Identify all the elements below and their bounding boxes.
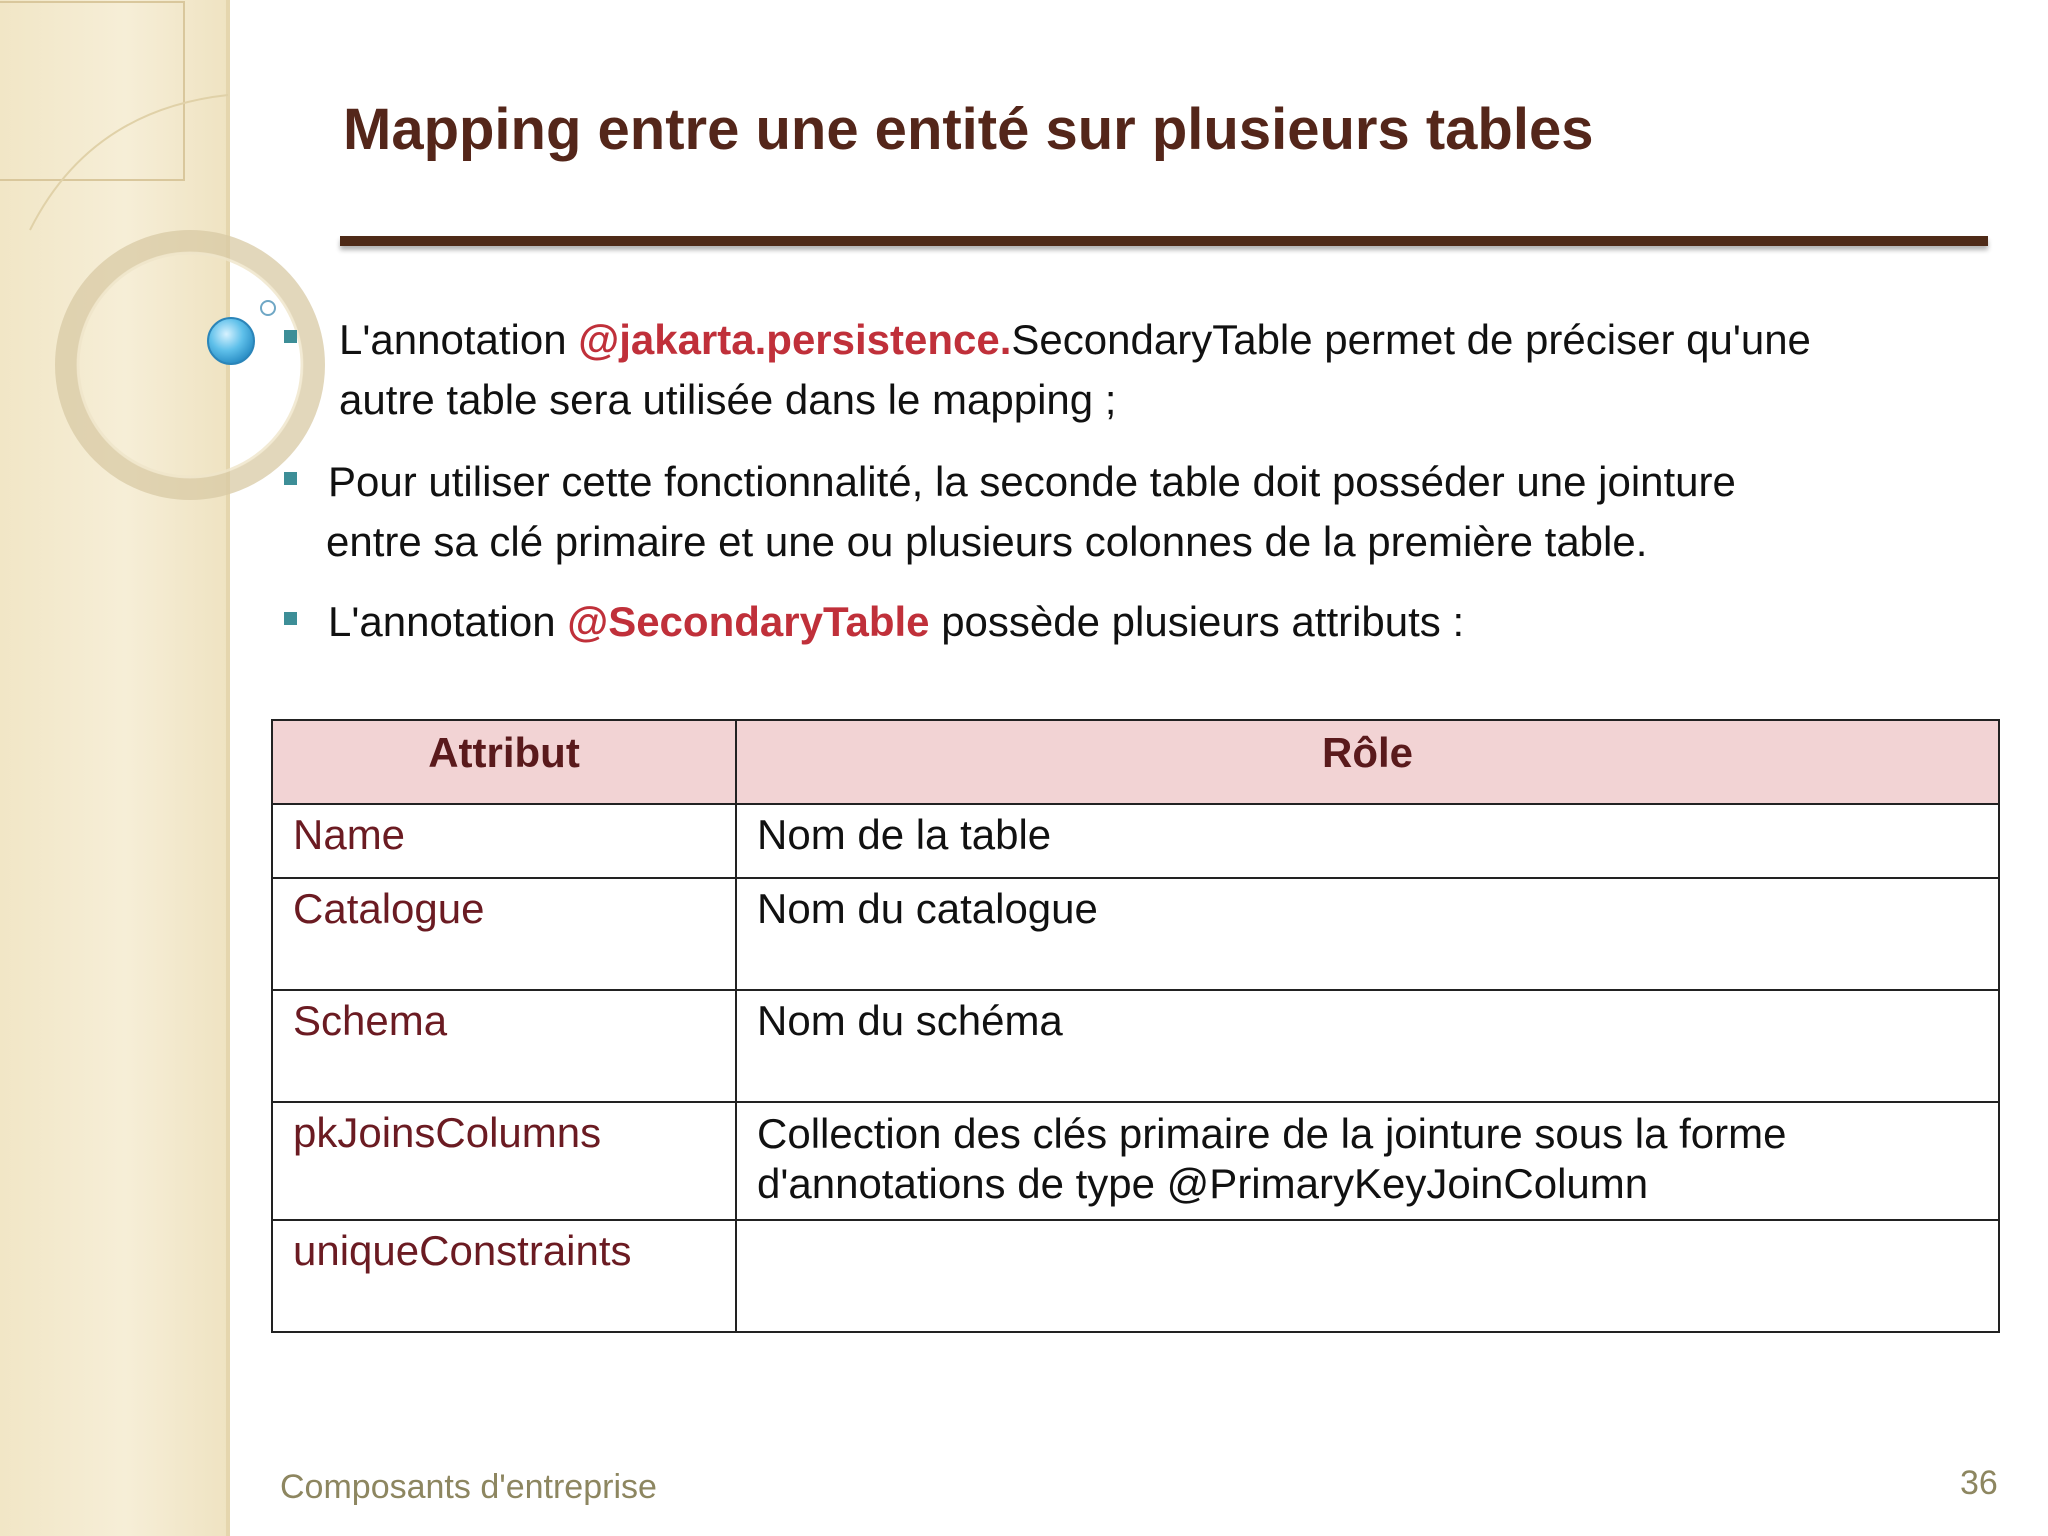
- cell-role: [736, 1220, 1999, 1332]
- cell-role: Nom du catalogue: [736, 878, 1999, 990]
- page-number: 36: [1960, 1464, 1998, 1502]
- table-header-row: [272, 720, 1999, 804]
- cell-attribut: pkJoinsColumns: [272, 1102, 736, 1220]
- bullet-1-prefix: L'annotation: [339, 316, 579, 363]
- bullet-1-line2: autre table sera utilisée dans le mapping ;: [339, 376, 1117, 423]
- cell-attribut: Name: [272, 804, 736, 878]
- table-row: [272, 878, 1999, 990]
- cell-role-line2: d'annotations de type @PrimaryKeyJoinColumn: [757, 1160, 1649, 1207]
- bullet-1-suffix: SecondaryTable permet de préciser qu'une: [1011, 316, 1811, 363]
- bubble-ornament-icon: [0, 0, 420, 520]
- header-attribut: Attribut: [272, 720, 736, 804]
- square-bullet-icon: [284, 472, 297, 485]
- bullet-3-suffix: possède plusieurs attributs :: [929, 598, 1465, 645]
- cell-role: [736, 1102, 1999, 1220]
- bullet-2-line1: Pour utiliser cette fonctionnalité, la seconde table doit posséder une jointure: [328, 458, 1736, 505]
- slide-title: Mapping entre une entité sur plusieurs tables: [343, 97, 1594, 162]
- table-row: [272, 1220, 1999, 1332]
- table-row: [272, 990, 1999, 1102]
- cell-attribut: uniqueConstraints: [272, 1220, 736, 1332]
- title-underline: [340, 236, 1988, 246]
- cell-attribut: Schema: [272, 990, 736, 1102]
- square-bullet-icon: [284, 330, 297, 343]
- table-row: [272, 1102, 1999, 1220]
- header-role: Rôle: [736, 720, 1999, 804]
- square-bullet-icon: [284, 612, 297, 625]
- cell-role: Nom du schéma: [736, 990, 1999, 1102]
- footer-text: Composants d'entreprise: [280, 1468, 657, 1506]
- cell-role: Nom de la table: [736, 804, 1999, 878]
- bullet-3-highlight: @SecondaryTable: [567, 598, 930, 645]
- bullet-2-line2: entre sa clé primaire et une ou plusieurs colonnes de la première table.: [326, 518, 1648, 565]
- attributes-table: [271, 719, 2000, 1333]
- cell-attribut: Catalogue: [272, 878, 736, 990]
- cell-role-line1: Collection des clés primaire de la jointure sous la forme: [757, 1110, 1787, 1157]
- table-row: [272, 804, 1999, 878]
- bullet-3-prefix: L'annotation: [328, 598, 568, 645]
- bullet-1-highlight: @jakarta.persistence.: [578, 316, 1012, 363]
